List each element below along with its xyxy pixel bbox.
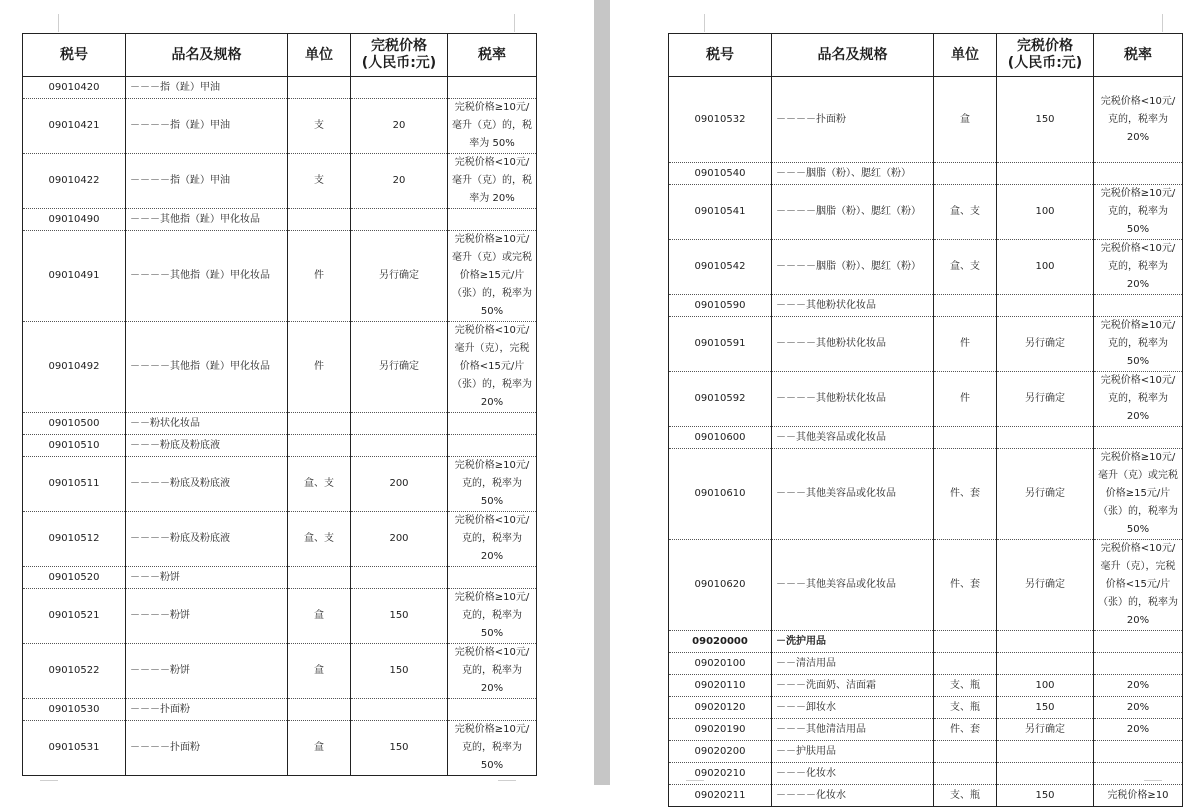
- cell-rate: [1094, 631, 1183, 653]
- cell-rate: [1094, 163, 1183, 185]
- cell-unit: 件、套: [934, 719, 997, 741]
- cell-rate: 完税价格<10元/克的，税率为 20%: [1094, 372, 1183, 427]
- cell-price: 150: [351, 721, 448, 776]
- cell-rate: [448, 567, 537, 589]
- cell-rate: 完税价格≥10元/克的，税率为 50%: [448, 457, 537, 512]
- cell-unit: 件: [934, 372, 997, 427]
- cell-rate: [448, 77, 537, 99]
- cell-code: 09010491: [23, 231, 126, 322]
- cell-name: －－－指（趾）甲油: [126, 77, 288, 99]
- cell-price: 20: [351, 99, 448, 154]
- cell-price: 另行确定: [351, 322, 448, 413]
- tariff-table-left: [22, 33, 537, 776]
- cell-code: 09010522: [23, 644, 126, 699]
- cell-price: [997, 741, 1094, 763]
- cell-price: 另行确定: [997, 372, 1094, 427]
- cell-unit: [288, 77, 351, 99]
- table-row: [23, 589, 537, 644]
- cell-name: －－－化妆水: [772, 763, 934, 785]
- cell-name: －－－其他指（趾）甲化妆品: [126, 209, 288, 231]
- table-row: [23, 721, 537, 776]
- cell-code: 09010590: [669, 295, 772, 317]
- cell-name: －－－其他粉状化妆品: [772, 295, 934, 317]
- cell-code: 09020210: [669, 763, 772, 785]
- cell-price: 150: [351, 589, 448, 644]
- cell-price: 另行确定: [351, 231, 448, 322]
- cell-price: 另行确定: [997, 449, 1094, 540]
- cell-rate: 20%: [1094, 675, 1183, 697]
- table-row: [669, 372, 1183, 427]
- cell-unit: 盒: [934, 77, 997, 163]
- cell-unit: [288, 699, 351, 721]
- cell-unit: [934, 763, 997, 785]
- cell-code: 09010540: [669, 163, 772, 185]
- cell-rate: 完税价格<10元/克的，税率为 20%: [1094, 77, 1183, 163]
- cell-unit: 件: [934, 317, 997, 372]
- table-row: [23, 231, 537, 322]
- cell-unit: [934, 295, 997, 317]
- cell-price: [351, 77, 448, 99]
- cell-code: 09010422: [23, 154, 126, 209]
- table-row: [23, 699, 537, 721]
- table-row: [669, 295, 1183, 317]
- cell-rate: [1094, 295, 1183, 317]
- cell-unit: 支、瓶: [934, 697, 997, 719]
- header-rate: 税率: [1094, 34, 1183, 77]
- cell-unit: 支: [288, 154, 351, 209]
- table-row: [669, 719, 1183, 741]
- cell-price: 150: [351, 644, 448, 699]
- crop-mark: [704, 14, 705, 32]
- cell-name: －－－－粉底及粉底液: [126, 457, 288, 512]
- table-row: [669, 763, 1183, 785]
- cell-code: 09020110: [669, 675, 772, 697]
- cell-name: －－－－粉饼: [126, 644, 288, 699]
- cell-code: 09010592: [669, 372, 772, 427]
- cell-rate: [448, 435, 537, 457]
- cell-rate: [1094, 763, 1183, 785]
- table-row: [669, 785, 1183, 807]
- crop-mark: [498, 780, 516, 781]
- cell-price: 100: [997, 240, 1094, 295]
- cell-name: －－－－粉饼: [126, 589, 288, 644]
- cell-name: －－－粉饼: [126, 567, 288, 589]
- table-row: [669, 675, 1183, 697]
- cell-unit: [288, 435, 351, 457]
- cell-name: －－－其他美容品或化妆品: [772, 540, 934, 631]
- cell-code: 09010500: [23, 413, 126, 435]
- cell-rate: 完税价格<10元/毫升（克）的，税率为 20%: [448, 154, 537, 209]
- cell-unit: 件: [288, 231, 351, 322]
- cell-price: 100: [997, 185, 1094, 240]
- table-row: [23, 154, 537, 209]
- cell-rate: 完税价格<10元/克的，税率为 20%: [448, 512, 537, 567]
- tariff-table-right: [668, 33, 1183, 807]
- table-row: [23, 77, 537, 99]
- header-code: 税号: [669, 34, 772, 77]
- cell-unit: 盒: [288, 644, 351, 699]
- cell-price: 150: [997, 77, 1094, 163]
- cell-code: 09010530: [23, 699, 126, 721]
- cell-unit: 支、瓶: [934, 675, 997, 697]
- crop-mark: [40, 780, 58, 781]
- document-page-right: [610, 0, 1200, 801]
- table-row: [669, 77, 1183, 163]
- header-name: 品名及规格: [126, 34, 288, 77]
- table-row: [23, 413, 537, 435]
- cell-code: 09020200: [669, 741, 772, 763]
- cell-price: 150: [997, 697, 1094, 719]
- cell-code: 09010591: [669, 317, 772, 372]
- cell-name: －－－－指（趾）甲油: [126, 99, 288, 154]
- cell-unit: [288, 567, 351, 589]
- cell-unit: [934, 653, 997, 675]
- header-unit: 单位: [934, 34, 997, 77]
- cell-rate: [1094, 741, 1183, 763]
- cell-rate: 完税价格<10元/克的，税率为 20%: [1094, 240, 1183, 295]
- cell-code: 09010512: [23, 512, 126, 567]
- cell-rate: [1094, 653, 1183, 675]
- cell-unit: 支、瓶: [934, 785, 997, 807]
- header-price-line2: (人民币:元): [1007, 55, 1083, 71]
- cell-name: －－粉状化妆品: [126, 413, 288, 435]
- cell-unit: 盒、支: [288, 457, 351, 512]
- cell-name: －－－－扑面粉: [772, 77, 934, 163]
- cell-name: －－－其他美容品或化妆品: [772, 449, 934, 540]
- cell-rate: [448, 413, 537, 435]
- table-row: [23, 512, 537, 567]
- cell-price: [997, 163, 1094, 185]
- cell-name: －洗护用品: [772, 631, 934, 653]
- cell-code: 09010541: [669, 185, 772, 240]
- cell-unit: [288, 413, 351, 435]
- cell-price: [997, 653, 1094, 675]
- cell-price: 150: [997, 785, 1094, 807]
- cell-name: －－－－化妆水: [772, 785, 934, 807]
- cell-code: 09010521: [23, 589, 126, 644]
- cell-rate: 完税价格≥10元/克的，税率为 50%: [1094, 317, 1183, 372]
- cell-code: 09020000: [669, 631, 772, 653]
- cell-unit: [934, 741, 997, 763]
- header-code: 税号: [23, 34, 126, 77]
- table-row: [669, 653, 1183, 675]
- cell-name: －－清洁用品: [772, 653, 934, 675]
- cell-price: [351, 699, 448, 721]
- table-row: [23, 644, 537, 699]
- cell-code: 09020100: [669, 653, 772, 675]
- cell-code: 09010492: [23, 322, 126, 413]
- cell-name: －－其他美容品或化妆品: [772, 427, 934, 449]
- cell-unit: 盒、支: [288, 512, 351, 567]
- table-row: [669, 697, 1183, 719]
- cell-rate: [1094, 427, 1183, 449]
- table-row: [669, 240, 1183, 295]
- cell-unit: 盒: [288, 589, 351, 644]
- cell-unit: 支: [288, 99, 351, 154]
- cell-unit: 件: [288, 322, 351, 413]
- cell-rate: 完税价格<10元/克的，税率为 20%: [448, 644, 537, 699]
- cell-unit: [288, 209, 351, 231]
- cell-name: －－－－胭脂（粉）、腮红（粉）: [772, 240, 934, 295]
- crop-mark: [514, 14, 515, 32]
- crop-mark: [1162, 14, 1163, 32]
- cell-unit: 盒: [288, 721, 351, 776]
- cell-code: 09010600: [669, 427, 772, 449]
- cell-code: 09010520: [23, 567, 126, 589]
- header-price-line2: (人民币:元): [361, 55, 437, 71]
- table-row: [669, 317, 1183, 372]
- cell-unit: 件、套: [934, 540, 997, 631]
- document-page-left: [0, 0, 592, 785]
- cell-code: 09010421: [23, 99, 126, 154]
- cell-name: －－护肤用品: [772, 741, 934, 763]
- cell-code: 09010531: [23, 721, 126, 776]
- cell-price: 另行确定: [997, 540, 1094, 631]
- cell-code: 09020120: [669, 697, 772, 719]
- table-row: [669, 631, 1183, 653]
- cell-rate: 完税价格<10元/毫升（克），完税价格<15元/片（张）的，税率为 20%: [1094, 540, 1183, 631]
- table-row: [23, 435, 537, 457]
- cell-unit: 盒、支: [934, 185, 997, 240]
- cell-rate: 完税价格≥10元/克的，税率为 50%: [448, 721, 537, 776]
- cell-name: －－－－胭脂（粉）、腮红（粉）: [772, 185, 934, 240]
- cell-price: 另行确定: [997, 317, 1094, 372]
- header-unit: 单位: [288, 34, 351, 77]
- cell-price: [997, 295, 1094, 317]
- cell-rate: [448, 699, 537, 721]
- table-row: [669, 427, 1183, 449]
- cell-price: 200: [351, 512, 448, 567]
- cell-name: －－－其他清洁用品: [772, 719, 934, 741]
- cell-price: 另行确定: [997, 719, 1094, 741]
- cell-code: 09020190: [669, 719, 772, 741]
- header-price-line1: 完税价格: [1017, 38, 1073, 54]
- cell-rate: 完税价格≥10元/毫升（克）的，税率为 50%: [448, 99, 537, 154]
- header-price: [997, 34, 1094, 77]
- cell-rate: 完税价格≥10元/毫升（克）或完税价格≥15元/片（张）的，税率为 50%: [1094, 449, 1183, 540]
- cell-name: －－－粉底及粉底液: [126, 435, 288, 457]
- header-price-line1: 完税价格: [371, 38, 427, 54]
- table-row: [23, 99, 537, 154]
- cell-name: －－－洗面奶、洁面霜: [772, 675, 934, 697]
- cell-name: －－－胭脂（粉）、腮红（粉）: [772, 163, 934, 185]
- cell-rate: 20%: [1094, 697, 1183, 719]
- cell-price: 20: [351, 154, 448, 209]
- cell-price: [351, 435, 448, 457]
- cell-rate: [448, 209, 537, 231]
- header-price: [351, 34, 448, 77]
- table-row: [669, 163, 1183, 185]
- cell-rate: 完税价格<10元/毫升（克），完税价格<15元/片（张）的，税率为 20%: [448, 322, 537, 413]
- header-rate: 税率: [448, 34, 537, 77]
- cell-name: －－－－粉底及粉底液: [126, 512, 288, 567]
- table-row: [23, 567, 537, 589]
- cell-code: 09010511: [23, 457, 126, 512]
- crop-mark: [58, 14, 59, 32]
- cell-code: 09010510: [23, 435, 126, 457]
- table-row: [23, 457, 537, 512]
- cell-code: 09020211: [669, 785, 772, 807]
- cell-code: 09010532: [669, 77, 772, 163]
- header-name: 品名及规格: [772, 34, 934, 77]
- cell-code: 09010490: [23, 209, 126, 231]
- cell-unit: 盒、支: [934, 240, 997, 295]
- page-gutter: [594, 0, 610, 785]
- cell-rate: 完税价格≥10元/克的，税率为 50%: [1094, 185, 1183, 240]
- table-row: [669, 449, 1183, 540]
- cell-name: －－－－其他指（趾）甲化妆品: [126, 322, 288, 413]
- cell-rate: 完税价格≥10元/克的，税率为 50%: [448, 589, 537, 644]
- cell-price: [351, 413, 448, 435]
- cell-unit: [934, 427, 997, 449]
- cell-rate: 完税价格≥10: [1094, 785, 1183, 807]
- cell-price: [997, 631, 1094, 653]
- table-row: [23, 322, 537, 413]
- cell-name: －－－扑面粉: [126, 699, 288, 721]
- table-row: [669, 741, 1183, 763]
- table-row: [669, 185, 1183, 240]
- table-header-row: [23, 34, 537, 77]
- cell-price: [997, 763, 1094, 785]
- cell-rate: 20%: [1094, 719, 1183, 741]
- cell-unit: 件、套: [934, 449, 997, 540]
- cell-code: 09010542: [669, 240, 772, 295]
- cell-code: 09010620: [669, 540, 772, 631]
- cell-name: －－－－其他粉状化妆品: [772, 317, 934, 372]
- cell-code: 09010420: [23, 77, 126, 99]
- cell-price: [997, 427, 1094, 449]
- table-header-row: [669, 34, 1183, 77]
- cell-price: 200: [351, 457, 448, 512]
- cell-unit: [934, 163, 997, 185]
- cell-name: －－－－其他粉状化妆品: [772, 372, 934, 427]
- cell-rate: 完税价格≥10元/毫升（克）或完税价格≥15元/片（张）的，税率为 50%: [448, 231, 537, 322]
- cell-price: [351, 567, 448, 589]
- cell-price: 100: [997, 675, 1094, 697]
- cell-name: －－－－其他指（趾）甲化妆品: [126, 231, 288, 322]
- table-row: [669, 540, 1183, 631]
- cell-name: －－－－指（趾）甲油: [126, 154, 288, 209]
- cell-price: [351, 209, 448, 231]
- cell-name: －－－－扑面粉: [126, 721, 288, 776]
- cell-code: 09010610: [669, 449, 772, 540]
- table-row: [23, 209, 537, 231]
- cell-unit: [934, 631, 997, 653]
- cell-name: －－－卸妆水: [772, 697, 934, 719]
